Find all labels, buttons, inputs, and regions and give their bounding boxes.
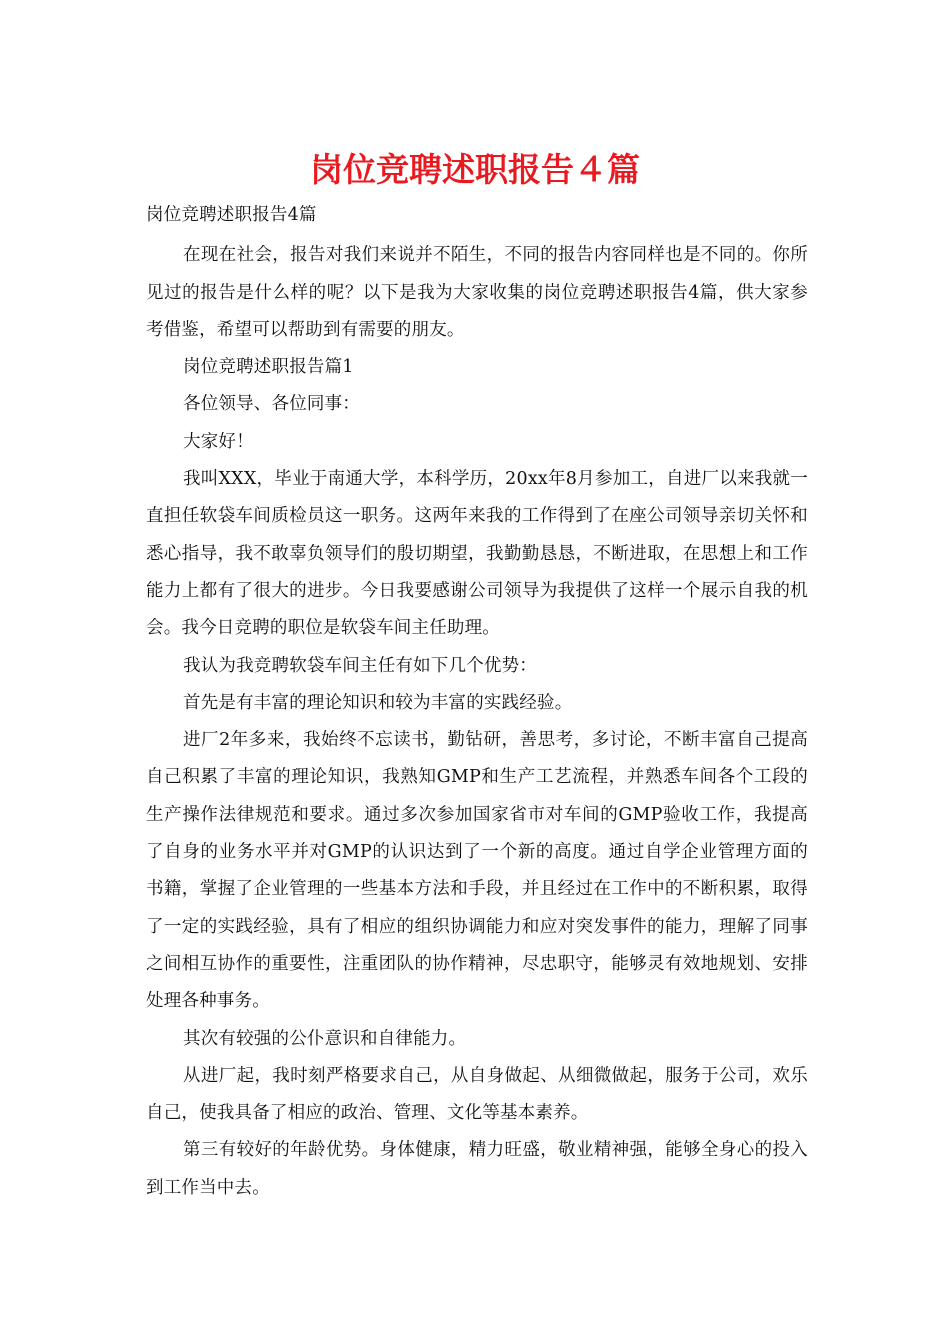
- document-body: [146, 197, 808, 1207]
- paragraph-advantage-1-detail: 进厂2年多来，我始终不忘读书，勤钻研，善思考，多讨论，不断丰富自己提高自己积累了丰富的理论知识，我熟知GMP和生产工艺流程，并熟悉车间各个工段的生产操作法律规范和要求。通过多次参加国家省市对车间的GMP验收工作，我提高了自身的业务水平并对GMP的认识达到了一个新的高度。通过自学企业管理方面的书籍，掌握了企业管理的一些基本方法和手段，并且经过在工作中的不断积累，取得了一定的实践经验，具有了相应的组织协调能力和应对突发事件的能力，理解了同事之间相互协作的重要性，注重团队的协作精神，尽忠职守，能够灵有效地规划、安排处理各种事务。: [146, 730, 808, 1012]
- paragraph-subtitle: 岗位竞聘述职报告4篇: [146, 205, 317, 225]
- paragraph-section-heading: 岗位竞聘述职报告篇1: [183, 357, 354, 378]
- paragraph-self-introduction: 我叫XXX，毕业于南通大学，本科学历，20xx年8月参加工，自进厂以来我就一直担任软袋车间质检员这一职务。这两年来我的工作得到了在座公司领导亲切关怀和悉心指导，我不敢辜负领导们的殷切期望，我勤勤恳恳，不断进取，在思想上和工作能力上都有了很大的进步。今日我要感谢公司领导为我提供了这样一个展示自我的机会。我今日竞聘的职位是软袋车间主任助理。: [146, 469, 808, 639]
- paragraph-advantage-3: 第三有较好的年龄优势。身体健康，精力旺盛，敬业精神强，能够全身心的投入到工作当中去。: [146, 1140, 808, 1198]
- paragraph-advantage-1: 首先是有丰富的理论知识和较为丰富的实践经验。: [183, 692, 573, 713]
- paragraph-advantages-intro: 我认为我竞聘软袋车间主任有如下几个优势：: [183, 655, 537, 676]
- paragraph-advantage-2-detail: 从进厂起，我时刻严格要求自己，从自身做起、从细微做起，服务于公司，欢乐自己，使我具备了相应的政治、管理、文化等基本素养。: [146, 1065, 808, 1124]
- paragraph-advantage-2: 其次有较强的公仆意识和自律能力。: [183, 1028, 467, 1049]
- paragraph-intro: 在现在社会，报告对我们来说并不陌生，不同的报告内容同样也是不同的。你所见过的报告是什么样的呢？以下是我为大家收集的岗位竞聘述职报告4篇，供大家参考借鉴，希望可以帮助到有需要的朋友。: [146, 245, 808, 340]
- paragraph-salutation: 各位领导、各位同事：: [183, 394, 360, 415]
- paragraph-greeting: 大家好！: [183, 431, 254, 452]
- document-title: 岗位竞聘述职报告４篇: [310, 150, 640, 189]
